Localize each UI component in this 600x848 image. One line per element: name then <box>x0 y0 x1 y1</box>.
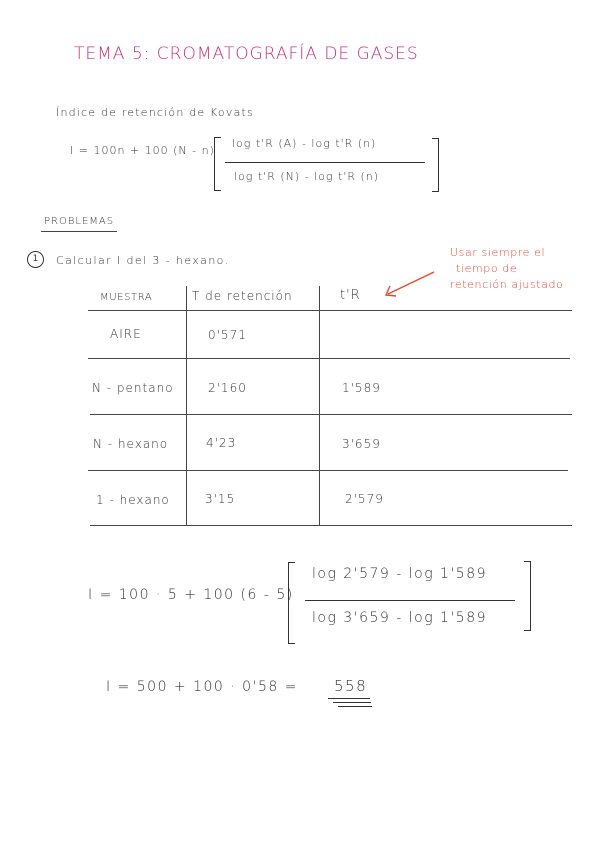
kovats-numerator: log t'R (A) - log t'R (n) <box>232 137 377 150</box>
kovats-denominator: log t'R (N) - log t'R (n) <box>234 170 380 183</box>
arrow-icon <box>380 268 440 300</box>
solution-denominator: log 3'659 - log 1'589 <box>312 610 488 626</box>
table-cell-retention-time: 3'15 <box>205 492 236 506</box>
table-cell-retention-time: 2'160 <box>208 381 247 395</box>
note-line: tiempo de <box>456 262 518 275</box>
table-cell-adjusted-time: 3'659 <box>342 437 381 451</box>
solution-lhs: I = 100 · 5 + 100 (6 - 5) <box>88 587 294 603</box>
table-cell-sample: AIRE <box>110 327 142 341</box>
adjusted-time-note <box>450 245 563 293</box>
kovats-heading: Índice de retención de Kovats <box>56 106 254 119</box>
result-underline <box>333 702 371 703</box>
table-cell-sample: N - hexano <box>93 437 169 451</box>
table-divider <box>88 358 570 359</box>
result-expression: I = 500 + 100 · 0'58 = <box>106 679 298 695</box>
table-cell-adjusted-time: 1'589 <box>342 381 381 395</box>
table-header-retention-time: T de retención <box>192 289 293 303</box>
table-cell-sample: 1 - hexano <box>96 493 170 507</box>
page-title: TEMA 5: CROMATOGRAFÍA DE GASES <box>74 44 419 64</box>
result-value: 558 <box>334 677 368 695</box>
note-line: Usar siempre el <box>450 246 546 259</box>
kovats-right-bracket <box>432 138 439 192</box>
table-column-divider <box>186 286 187 526</box>
table-cell-retention-time: 0'571 <box>208 328 247 342</box>
problem-number-circle: 1 <box>27 251 44 268</box>
solution-left-bracket <box>288 562 295 644</box>
solution-right-bracket <box>524 561 531 631</box>
kovats-fraction-line <box>225 162 425 163</box>
table-divider <box>90 525 572 526</box>
result-underline <box>328 698 370 699</box>
problem-question: Calcular I del 3 - hexano. <box>56 254 230 267</box>
solution-numerator: log 2'579 - log 1'589 <box>312 566 488 582</box>
kovats-formula-lhs: I = 100n + 100 (N - n) <box>70 144 215 157</box>
table-cell-sample: N - pentano <box>92 381 174 395</box>
table-header-adjusted-time: t'R <box>340 288 361 303</box>
table-divider <box>88 470 568 471</box>
table-divider <box>88 310 572 311</box>
result-underline <box>338 706 372 707</box>
note-line: retención ajustado <box>450 278 564 291</box>
table-cell-adjusted-time: 2'579 <box>345 492 384 506</box>
table-column-divider <box>319 286 320 526</box>
problems-heading: PROBLEMAS <box>44 216 115 227</box>
table-header-muestra: MUESTRA <box>100 292 153 303</box>
table-cell-retention-time: 4'23 <box>206 436 237 450</box>
kovats-left-bracket <box>214 137 221 191</box>
problems-underline <box>41 231 117 232</box>
solution-fraction-line <box>305 600 515 601</box>
table-divider <box>90 414 572 415</box>
